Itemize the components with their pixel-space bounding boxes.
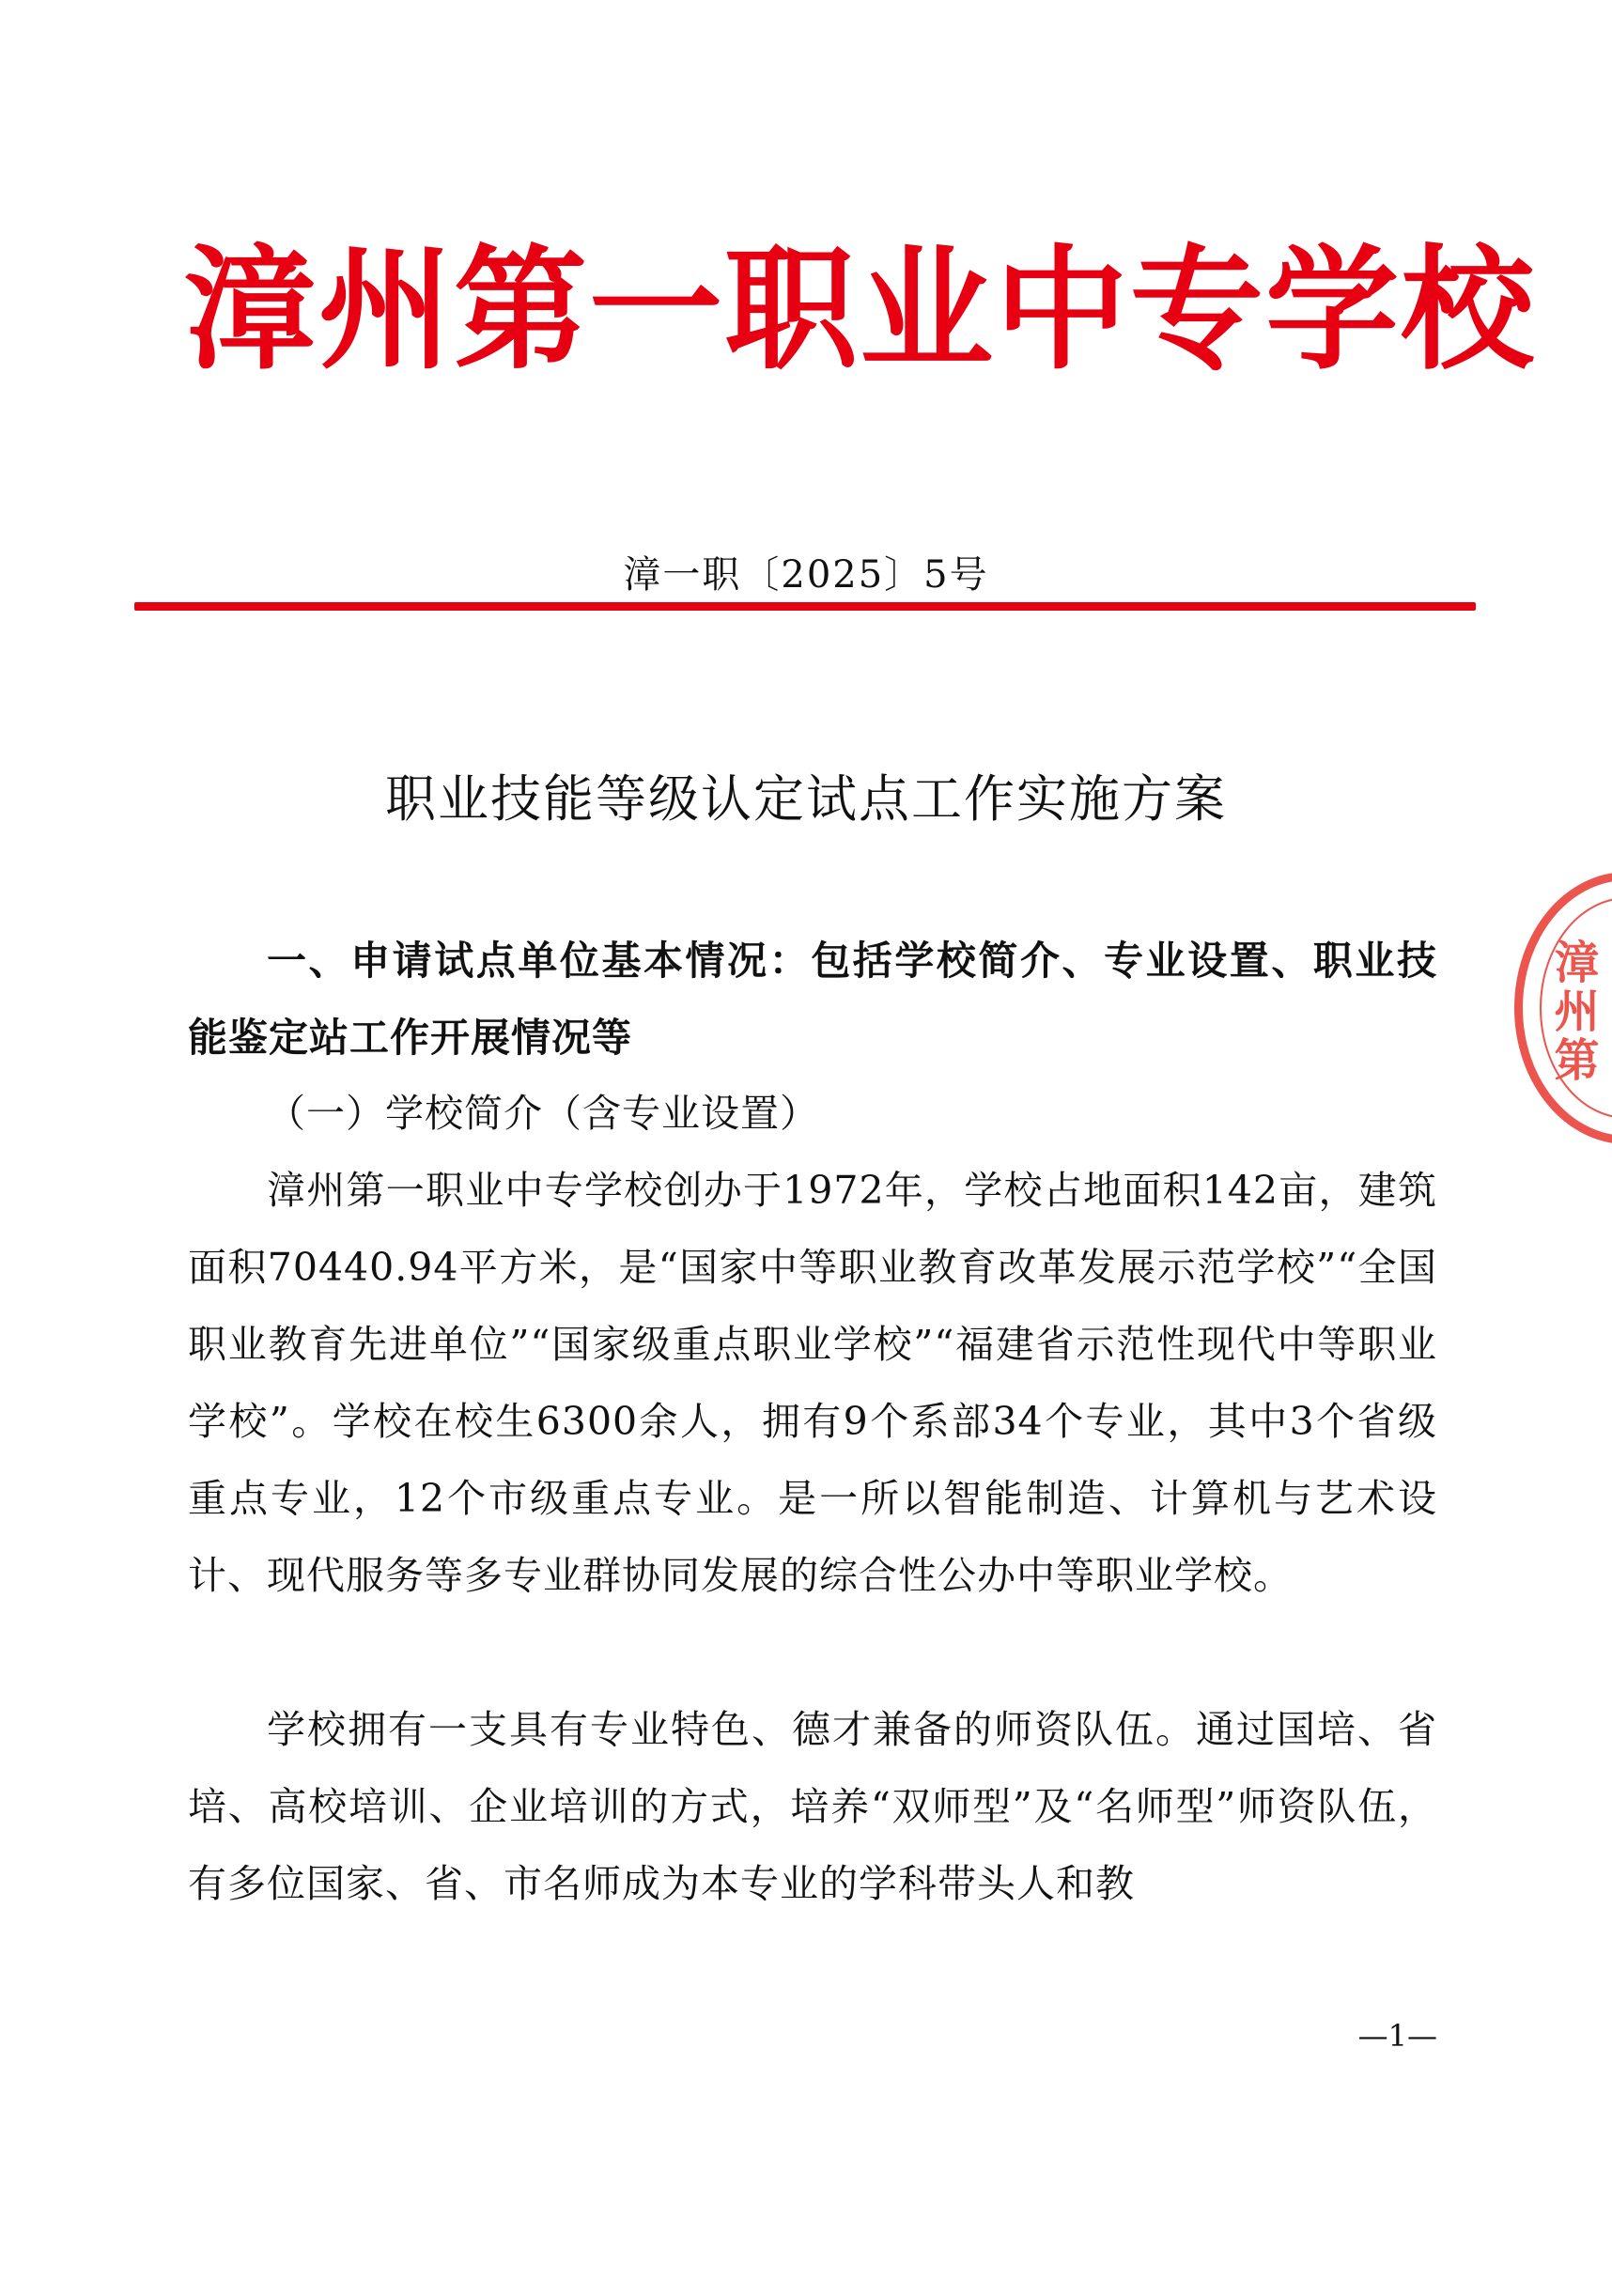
subsection-heading: （一）学校简介（含专业设置）: [267, 1091, 819, 1136]
paragraph-school-intro: 漳州第一职业中专学校创办于1972年，学校占地面积142亩，建筑面积70440.94平方米，是“国家中等职业教育改革发展示范学校”“全国职业教育先进单位”“国家级重点职业学校”“福建省示范性现代中等职业学校”。学校在校生6300余人，拥有9个系部34个专业，其中3个省级重点专业，12个市级重点专业。是一所以智能制造、计算机与艺术设计、现代服务等多专业群协同发展的综合性公办中等职业学校。: [188, 1168, 1437, 1598]
letterhead-title: 漳州第一职业中专学校: [183, 232, 1536, 388]
document-title: 职业技能等级认定试点工作实施方案: [385, 769, 1227, 829]
paragraph-faculty: 学校拥有一支具有专业特色、德才兼备的师资队伍。通过国培、省培、高校培训、企业培训的方式，培养“双师型”及“名师型”师资队伍，有多位国家、省、市名师成为本专业的学科带头人和教: [188, 1707, 1437, 1906]
official-seal-stamp: [1514, 872, 1612, 1144]
red-divider-line: [134, 602, 1476, 611]
page-number: —1—: [1357, 2018, 1437, 2054]
document-number: 漳一职〔2025〕5号: [623, 553, 989, 597]
seal-text: 漳州第: [1546, 939, 1599, 1085]
section-heading: 一、申请试点单位基本情况：包括学校简介、专业设置、职业技能鉴定站工作开展情况等: [188, 938, 1437, 1061]
